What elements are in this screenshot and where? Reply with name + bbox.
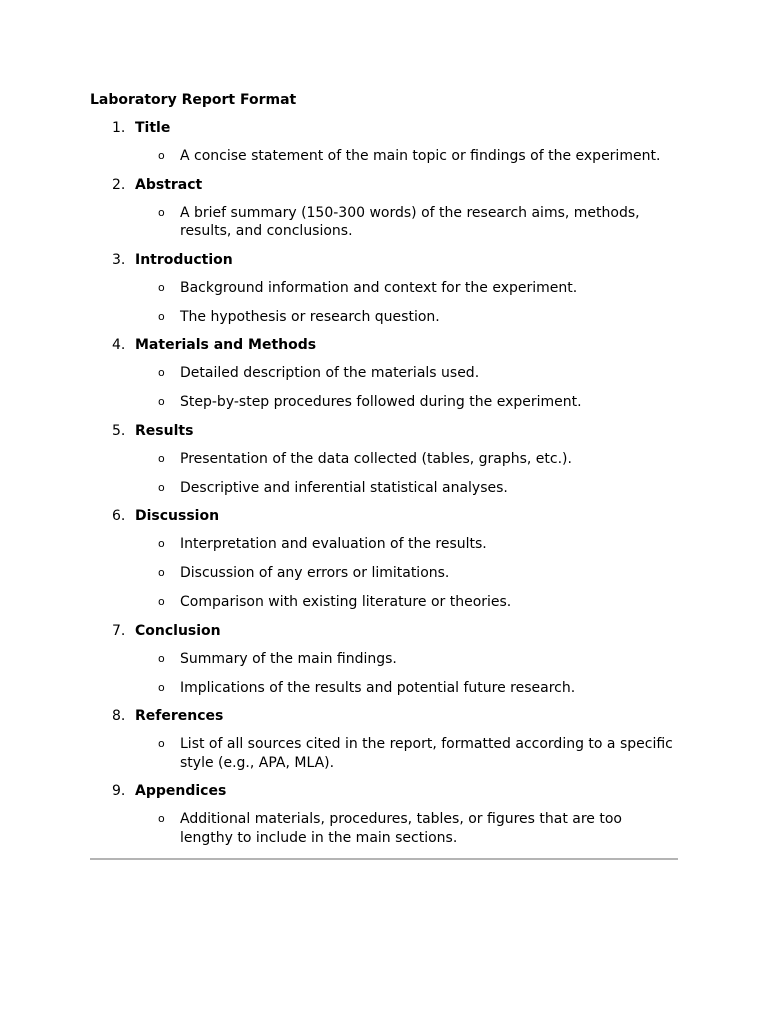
section-heading: Materials and Methods bbox=[135, 337, 317, 353]
bullet-text: A brief summary (150-300 words) of the research aims, methods, results, and conclusions. bbox=[180, 204, 640, 239]
bullet-item bbox=[90, 308, 678, 327]
bullet-circle-icon: o bbox=[158, 595, 165, 608]
bullet-item bbox=[90, 650, 678, 669]
bullet-circle-icon: o bbox=[158, 451, 165, 465]
section-item bbox=[90, 251, 678, 327]
bullet-item bbox=[90, 393, 678, 412]
section-heading: Conclusion bbox=[135, 622, 221, 639]
bullet-item bbox=[90, 450, 678, 469]
bullet-text: Summary of the main findings. bbox=[180, 650, 397, 667]
bullet-item bbox=[90, 279, 678, 298]
bullet-circle-icon: o bbox=[158, 280, 165, 294]
section-heading: Appendices bbox=[135, 783, 227, 799]
bullet-list bbox=[90, 810, 678, 847]
section-item bbox=[90, 176, 678, 241]
bullet-circle-icon: o bbox=[158, 737, 165, 750]
bullet-list bbox=[90, 650, 678, 698]
bullet-text: Additional materials, procedures, tables, or figures that are too lengthy to include in the main sections. bbox=[180, 811, 622, 846]
document-page bbox=[90, 91, 678, 860]
bullet-text: Descriptive and inferential statistical analyses. bbox=[180, 479, 508, 496]
horizontal-rule bbox=[90, 858, 678, 860]
bullet-text: Presentation of the data collected (tables, graphs, etc.). bbox=[180, 450, 572, 467]
bullet-circle-icon: o bbox=[158, 309, 165, 323]
bullet-list bbox=[90, 147, 678, 166]
section-number: 3. bbox=[112, 251, 126, 268]
bullet-item bbox=[90, 364, 678, 383]
bullet-list bbox=[90, 450, 678, 498]
bullet-item bbox=[90, 479, 678, 498]
section-item bbox=[90, 707, 678, 772]
section-list bbox=[90, 119, 678, 847]
bullet-list bbox=[90, 735, 678, 772]
bullet-text: Implications of the results and potential future research. bbox=[180, 679, 576, 696]
section-number: 4. bbox=[112, 337, 126, 353]
section-number: 7. bbox=[112, 622, 126, 639]
section-heading-row bbox=[90, 251, 678, 269]
bullet-circle-icon: o bbox=[158, 812, 165, 825]
bullet-circle-icon: o bbox=[158, 205, 165, 219]
document-title: Laboratory Report Format bbox=[90, 92, 297, 108]
section-number: 5. bbox=[112, 422, 126, 439]
bullet-text: Interpretation and evaluation of the results. bbox=[180, 536, 487, 552]
bullet-circle-icon: o bbox=[158, 395, 165, 408]
section-heading-row bbox=[90, 176, 678, 194]
section-item bbox=[90, 622, 678, 698]
bullet-text: List of all sources cited in the report, formatted according to a specific style (e.g., APA, MLA). bbox=[180, 736, 673, 771]
section-item bbox=[90, 422, 678, 498]
section-heading: Results bbox=[135, 422, 194, 439]
bullet-list bbox=[90, 364, 678, 412]
section-item bbox=[90, 336, 678, 412]
bullet-item bbox=[90, 679, 678, 698]
bullet-text: Comparison with existing literature or theories. bbox=[180, 594, 512, 610]
section-number: 1. bbox=[112, 120, 126, 136]
bullet-item bbox=[90, 564, 678, 583]
bullet-circle-icon: o bbox=[158, 149, 165, 162]
bullet-item bbox=[90, 810, 678, 847]
section-number: 9. bbox=[112, 783, 126, 799]
section-heading-row bbox=[90, 707, 678, 725]
bullet-text: A concise statement of the main topic or findings of the experiment. bbox=[180, 148, 661, 164]
bullet-list bbox=[90, 279, 678, 327]
bullet-text: Background information and context for the experiment. bbox=[180, 279, 578, 296]
section-number: 2. bbox=[112, 176, 126, 193]
bullet-text: Detailed description of the materials used. bbox=[180, 365, 480, 381]
section-item bbox=[90, 507, 678, 612]
bullet-item bbox=[90, 735, 678, 772]
bullet-circle-icon: o bbox=[158, 651, 165, 665]
bullet-item bbox=[90, 204, 678, 241]
bullet-circle-icon: o bbox=[158, 680, 165, 694]
bullet-text: Step-by-step procedures followed during the experiment. bbox=[180, 394, 582, 410]
section-heading: References bbox=[135, 708, 224, 724]
bullet-circle-icon: o bbox=[158, 537, 165, 550]
section-number: 6. bbox=[112, 508, 126, 524]
bullet-text: The hypothesis or research question. bbox=[180, 308, 440, 325]
section-heading: Introduction bbox=[135, 251, 233, 268]
section-number: 8. bbox=[112, 708, 126, 724]
section-heading-row bbox=[90, 782, 678, 800]
bullet-text: Discussion of any errors or limitations. bbox=[180, 565, 450, 581]
bullet-circle-icon: o bbox=[158, 566, 165, 579]
section-heading-row bbox=[90, 119, 678, 137]
bullet-item bbox=[90, 535, 678, 554]
section-heading: Discussion bbox=[135, 508, 220, 524]
section-heading-row bbox=[90, 507, 678, 525]
section-heading: Abstract bbox=[135, 176, 203, 193]
bullet-list bbox=[90, 535, 678, 612]
bullet-circle-icon: o bbox=[158, 480, 165, 494]
section-heading: Title bbox=[135, 120, 171, 136]
bullet-circle-icon: o bbox=[158, 366, 165, 379]
section-heading-row bbox=[90, 336, 678, 354]
bullet-list bbox=[90, 204, 678, 241]
bullet-item bbox=[90, 147, 678, 166]
bullet-item bbox=[90, 593, 678, 612]
section-heading-row bbox=[90, 622, 678, 640]
section-heading-row bbox=[90, 422, 678, 440]
section-item bbox=[90, 782, 678, 847]
section-item bbox=[90, 119, 678, 166]
